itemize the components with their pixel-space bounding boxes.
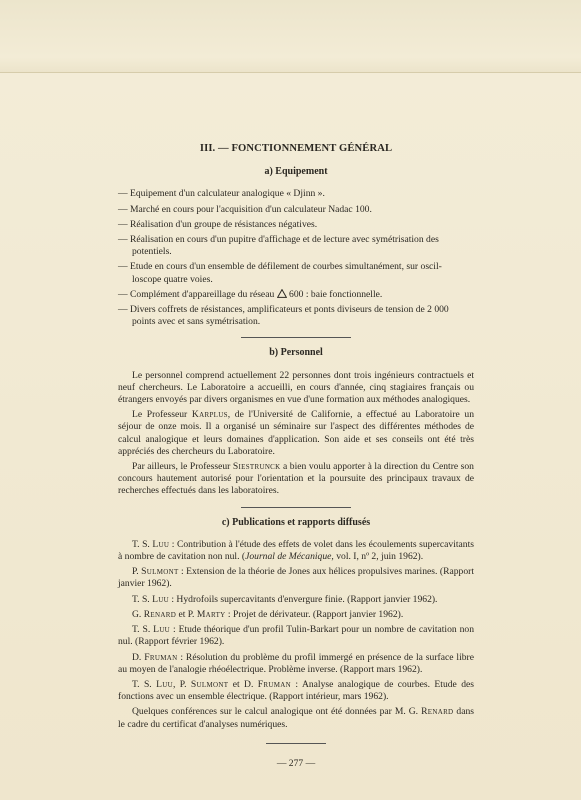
personnel-paragraph: Le personnel comprend actuellement 22 personnes dont trois ingénieurs contractuels et neuf chercheurs. Le Laboratoire a accueilli, en cours d'année, cinq stagiaires français ou étrangers envoyés par divers organismes en vue d'une formation aux méthodes analogiques.	[118, 369, 474, 406]
publications-list	[118, 539, 474, 731]
equipment-list	[118, 188, 474, 328]
divider	[241, 337, 351, 338]
list-item: — Etude en cours d'un ensemble de défilement de courbes simultanément, sur oscil- loscope quatre voies.	[118, 261, 442, 285]
closing-paragraph: Quelques conférences sur le calcul analogique ont été données par M. G. Renard dans le cadre du certificat d'analyses numériques.	[118, 706, 474, 730]
list-item: — Complément d'appareillage du réseau 600 : baie fonctionnelle.	[118, 288, 383, 300]
document-content	[118, 143, 474, 770]
publication-item: T. S. Luu, P. Sulmont et D. Fruman : Analyse analogique de courbes. Etude des fonctions avec un ensemble électrique. (Rapport intérieur, mars 1962).	[118, 678, 474, 703]
divider	[266, 743, 326, 744]
divider	[241, 507, 351, 508]
scanner-top-strip	[0, 0, 581, 73]
publication-item: D. Fruman : Résolution du problème du profil immergé en présence de la surface libre au moyen de l'analogie rhéoélectrique. Problème inverse. (Rapport mars 1962).	[118, 651, 474, 675]
publication-item: P. Sulmont : Extension de la théorie de Jones aux hélices propulsives marines. (Rapport janvier 1962).	[118, 566, 474, 590]
section-title: III. — FONCTIONNEMENT GÉNÉRAL	[199, 143, 393, 154]
list-item: — Equipement d'un calculateur analogique « Djinn ».	[118, 188, 325, 200]
personnel-paragraph: Le Professeur Karplus, de l'Université de Californie, a effectué au Laboratoire un séjour de onze mois. Il a organisé un séminaire sur l'aspect des différentes méthodes de calcul analogique et leurs domaines d'application. Son aide et ses conseils ont été très appréciés des chercheurs du Laboratoire.	[118, 409, 474, 457]
publication-item: T. S. Luu : Etude théorique d'un profil Tulin-Barkart pour un nombre de cavitation non nul. (Rapport février 1962).	[118, 624, 475, 648]
section-c-heading: c) Publications et rapports diffusés	[221, 516, 371, 528]
section-b-heading: b) Personnel	[269, 347, 323, 359]
publication-item: T. S. Luu : Hydrofoils supercavitants d'envergure finie. (Rapport janvier 1962).	[132, 593, 438, 605]
page-number: — 277 —	[276, 757, 316, 769]
triangle-icon	[277, 289, 287, 298]
list-item: — Réalisation en cours d'un pupitre d'affichage et de lecture avec symétrisation des potentiels.	[118, 234, 439, 258]
list-item: — Divers coffrets de résistances, amplificateurs et ponts diviseurs de tension de 2 000 points avec et sans symétrisation.	[118, 304, 449, 328]
section-a-heading: a) Equipement	[264, 166, 328, 178]
publication-item: G. Renard et P. Marty : Projet de dérivateur. (Rapport janvier 1962).	[132, 608, 404, 620]
personnel-paragraph: Par ailleurs, le Professeur Siestrunck a bien voulu apporter à la direction du Centre son concours hautement autorisé pour l'orientation et la poursuite des principaux travaux de recherches effectués dans les laboratoires.	[118, 461, 474, 497]
list-item: — Marché en cours pour l'acquisition d'un calculateur Nadac 100.	[118, 203, 372, 215]
list-item: — Réalisation d'un groupe de résistances négatives.	[118, 218, 318, 230]
publication-item: T. S. Luu : Contribution à l'étude des effets de volet dans les écoulements supercavitants à nombre de cavitation non nul. (Journal de Mécanique, vol. I, nº 2, juin 1962).	[118, 538, 475, 563]
